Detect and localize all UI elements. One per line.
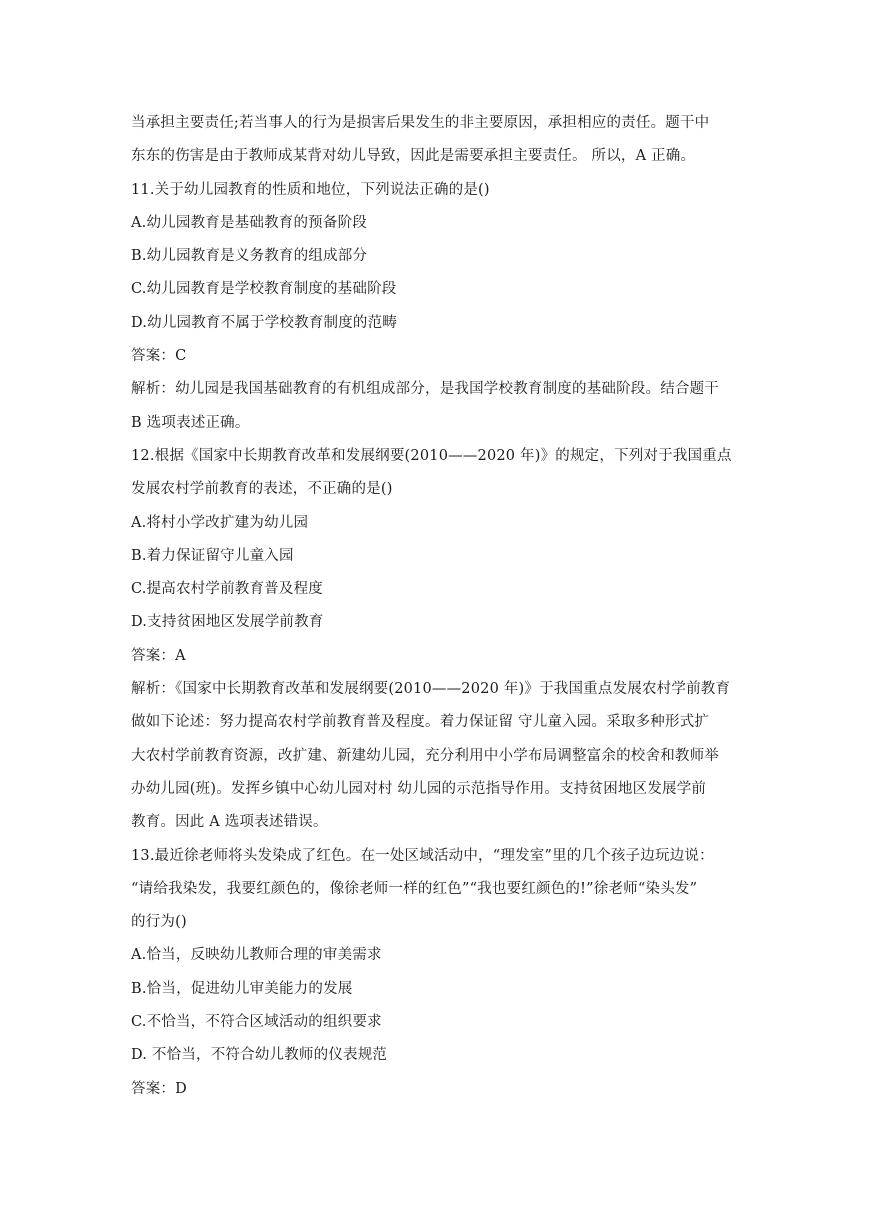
question-12-explanation: 教育。因此 A 选项表述错误。 (131, 814, 328, 831)
text-line: 东东的伤害是由于教师成某背对幼儿导致，因此是需要承担主要责任。 所以，A 正确。 (131, 148, 696, 165)
question-12-option-c: C.提高农村学前教育普及程度 (131, 581, 323, 598)
question-11-option-d: D.幼儿园教育不属于学校教育制度的范畴 (131, 314, 398, 331)
question-11-answer: 答案：C (131, 348, 187, 365)
question-11-stem: 11.关于幼儿园教育的性质和地位，下列说法正确的是() (131, 181, 490, 198)
question-13-stem: 13.最近徐老师将头发染成了红色。在一处区域活动中，“理发室”里的几个孩子边玩边说： (131, 847, 714, 864)
question-11-explanation: B 选项表述正确。 (131, 414, 250, 431)
question-13-option-b: B.恰当，促进幼儿审美能力的发展 (131, 980, 353, 997)
question-13-stem: “请给我染发，我要红颜色的，像徐老师一样的红色”“我也要红颜色的!”徐老师“染头发” (131, 880, 698, 897)
text-line: 当承担主要责任;若当事人的行为是损害后果发生的非主要原因，承担相应的责任。题干中 (131, 115, 710, 131)
question-11-option-c: C.幼儿园教育是学校教育制度的基础阶段 (131, 281, 397, 298)
question-11-option-a: A.幼儿园教育是基础教育的预备阶段 (131, 214, 367, 231)
question-13-stem: 的行为() (131, 914, 187, 931)
question-12-explanation: 做如下论述：努力提高农村学前教育普及程度。着力保证留 守儿童入园。采取多种形式扩 (131, 714, 710, 731)
question-12-explanation: 解析：《国家中长期教育改革和发展纲要(2010——2020 年)》于我国重点发展农村学前教育 (131, 681, 731, 698)
question-12-option-b: B.着力保证留守儿童入园 (131, 547, 294, 564)
question-12-explanation: 大农村学前教育资源，改扩建、新建幼儿园，充分利用中小学布局调整富余的校舍和教师举 (131, 747, 719, 764)
question-13-option-a: A.恰当，反映幼儿教师合理的审美需求 (131, 947, 382, 964)
document-body (131, 107, 746, 1106)
question-13-answer: 答案：D (131, 1080, 187, 1097)
question-12-option-a: A.将村小学改扩建为幼儿园 (131, 514, 309, 531)
question-11-option-b: B.幼儿园教育是义务教育的组成部分 (131, 248, 368, 265)
question-11-explanation: 解析：幼儿园是我国基础教育的有机组成部分，是我国学校教育制度的基础阶段。结合题干 (131, 381, 719, 398)
question-12-stem: 发展农村学前教育的表述，不正确的是() (131, 481, 393, 498)
question-13-option-c: C.不恰当，不符合区域活动的组织要求 (131, 1014, 382, 1031)
question-12-option-d: D.支持贫困地区发展学前教育 (131, 614, 324, 631)
question-12-stem: 12.根据《国家中长期教育改革和发展纲要(2010——2020 年)》的规定，下列对于我国重点 (131, 447, 732, 464)
question-13-option-d: D. 不恰当，不符合幼儿教师的仪表规范 (131, 1047, 388, 1064)
question-12-explanation: 办幼儿园(班)。发挥乡镇中心幼儿园对村 幼儿园的示范指导作用。支持贫困地区发展学前 (131, 780, 707, 797)
question-12-answer: 答案：A (131, 647, 186, 664)
